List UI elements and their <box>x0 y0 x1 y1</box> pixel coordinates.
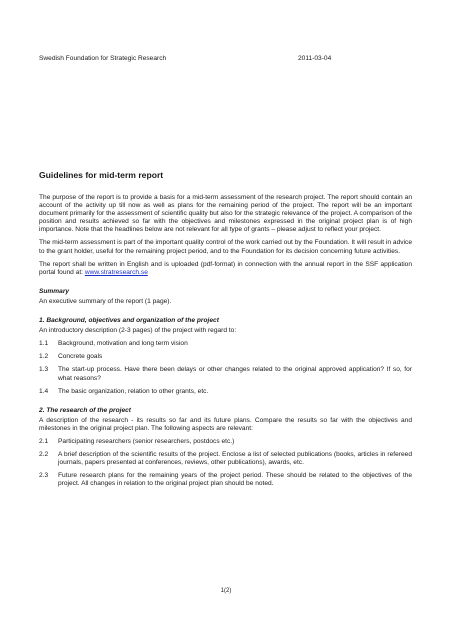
item-text: The basic organization, relation to other grants, etc. <box>58 387 209 395</box>
item-number: 2.2 <box>39 451 49 459</box>
intro-paragraph-3 <box>39 261 412 277</box>
intro-paragraph-1: The purpose of the report is to provide a basis for a mid-term assessment of the research project. The report should contain an account of the activity up till now as well as plans for the remaining period of the project. The report will be an important document primarily for the assessment of scientific quality but also for the strategic relevance of the project. A comparison of the position and results achieved so far with the objectives and milestones expressed in the original project plan is of high importance. Note that the headlines below are not relevant for all type of grants – please adjust to reflect your project. <box>39 194 412 234</box>
document-title: Guidelines for mid-term report <box>39 170 164 180</box>
section-2-intro: A description of the research - its results so far and its future plans. Compare the results so far with the objectives and milestones in the original project plan. The following aspects are relevant: <box>39 416 412 432</box>
item-number: 1.2 <box>39 353 49 361</box>
section-1-item <box>39 388 412 396</box>
item-text: The start-up process. Have there been delays or other changes related to the original approved application? If so, for what reasons? <box>58 366 412 382</box>
section-2-item <box>39 451 412 467</box>
intro-paragraph-3-text: The report shall be written in English and is uploaded (pdf-format) in connection with the annual report in the SSF application portal found at: <box>39 260 412 276</box>
section-1-heading: 1. Background, objectives and organization of the project <box>39 317 219 325</box>
document-body <box>39 194 412 493</box>
item-text: Background, motivation and long term vision <box>58 340 188 348</box>
summary-text: An executive summary of the report (1 page). <box>39 297 172 305</box>
item-text: Concrete goals <box>58 353 103 361</box>
item-number: 1.3 <box>39 366 49 374</box>
section-2-item <box>39 438 412 446</box>
section-1-intro: An introductory description (2-3 pages) of the project with regard to: <box>39 327 237 335</box>
document-date: 2011-03-04 <box>298 55 332 62</box>
page-number: 1(2) <box>220 588 232 594</box>
section-2-heading: 2. The research of the project <box>39 406 131 414</box>
item-number: 1.4 <box>39 387 49 395</box>
section-2-item <box>39 472 412 488</box>
section-1-item <box>39 353 412 361</box>
item-number: 2.1 <box>39 437 49 445</box>
section-1-item <box>39 366 412 382</box>
organization-name: Swedish Foundation for Strategic Research <box>39 55 167 62</box>
stratresearch-link[interactable]: www.stratresearch.se <box>84 268 148 276</box>
summary-heading: Summary <box>39 287 70 295</box>
section-1-item <box>39 340 412 348</box>
item-number: 1.1 <box>39 340 49 348</box>
intro-paragraph-2: The mid-term assessment is part of the important quality control of the work carried out by the Foundation. It will result in advice to the grant holder, useful for the remaining project period, and to the Foundation for its decision concerning future activities. <box>39 239 412 255</box>
item-text: Future research plans for the remaining years of the project period. These should be related to the objectives of the project. All changes in relation to the original project plan should be noted. <box>58 472 412 488</box>
item-number: 2.3 <box>39 472 49 480</box>
item-text: Participating researchers (senior researchers, postdocs etc.) <box>58 437 235 445</box>
item-text: A brief description of the scientific results of the project. Enclose a list of selected publications (books, articles in refereed journals, papers presented at conferences, reviews, other publications), awards, etc. <box>58 451 412 467</box>
